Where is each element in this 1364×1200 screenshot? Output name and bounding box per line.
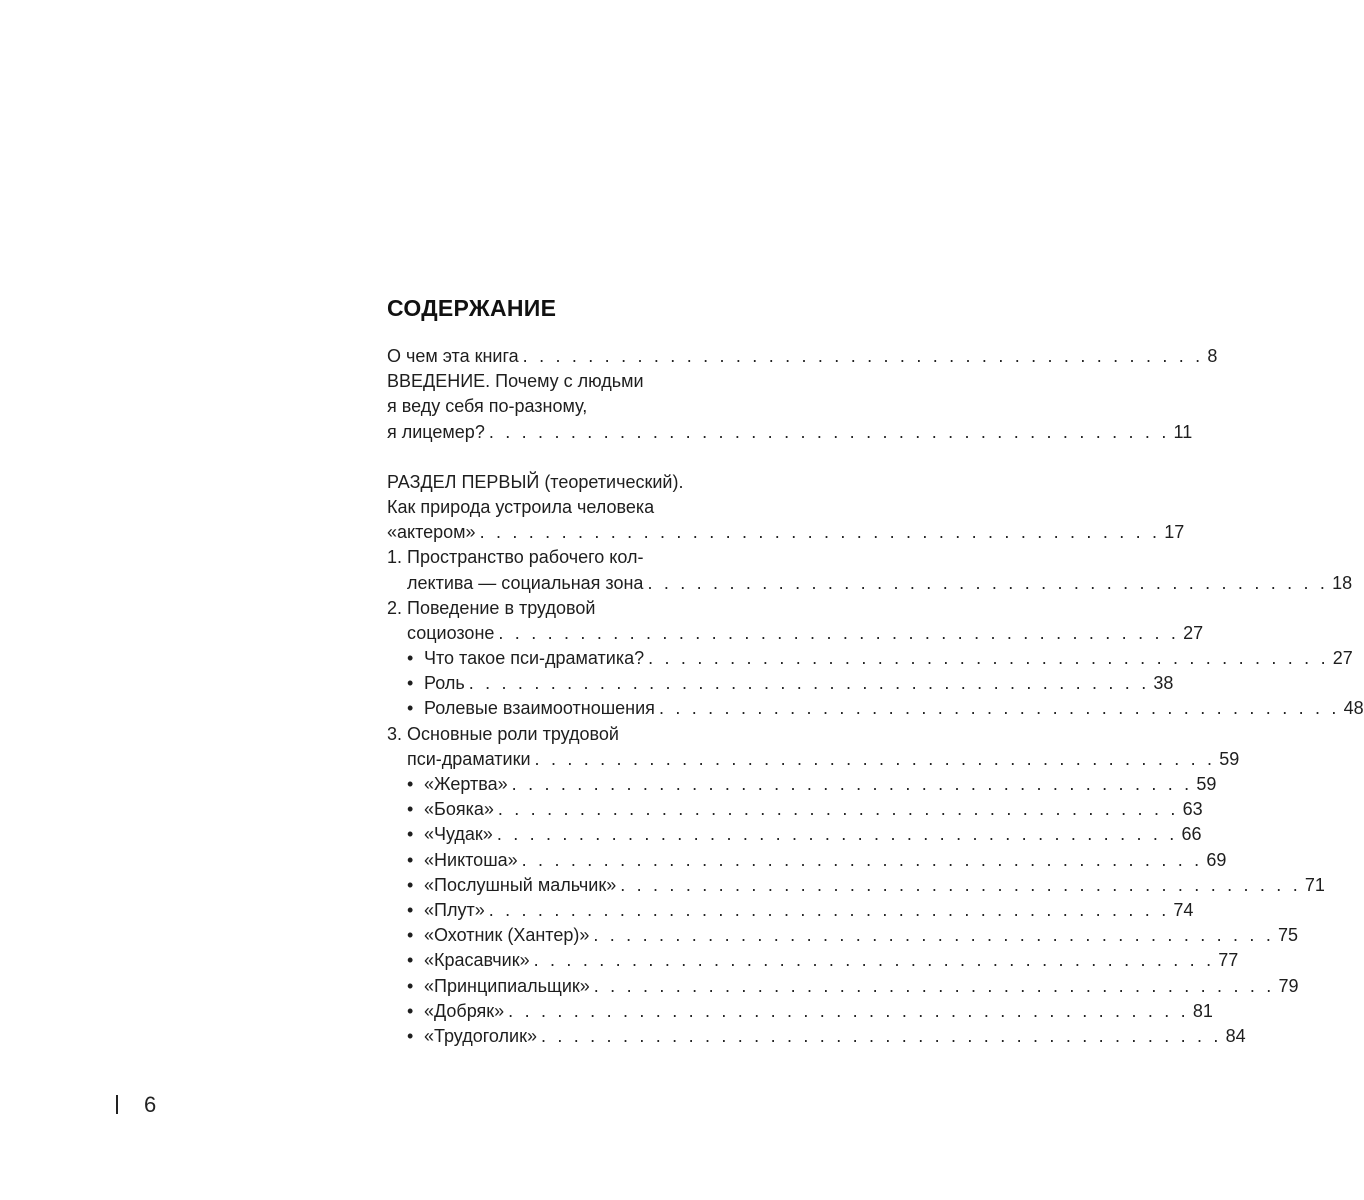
bullet-icon: • [407, 849, 414, 870]
leader-dots: . . . . . . . . . . . . . . . . . . . . . . . . . . . . . . . . . . . . . . . . . . [488, 421, 1170, 442]
toc-entry-text: «Трудоголик» [424, 1025, 537, 1046]
toc-entry-text: «Красавчик» [424, 950, 530, 971]
toc-page-number: 84 [1225, 1025, 1246, 1046]
toc-entry[interactable] [387, 369, 781, 394]
toc-entry-text: ВВЕДЕНИЕ. Почему с людьми [387, 371, 644, 392]
toc-subentry[interactable] [387, 923, 1299, 948]
bullet-icon: • [407, 899, 414, 920]
leader-dots: . . . . . . . . . . . . . . . . . . . . . . . . . . . . . . . . . . . . . . . . . . [620, 874, 1301, 895]
toc-page-number: 59 [1219, 748, 1240, 769]
toc-entry-continuation [387, 495, 781, 520]
leader-dots: . . . . . . . . . . . . . . . . . . . . . . . . . . . . . . . . . . . . . . . . . . [498, 622, 1180, 643]
toc-page-number: 69 [1206, 849, 1227, 870]
chapter-number: 2. [387, 597, 403, 618]
toc-subentry[interactable] [387, 696, 1364, 721]
toc-section[interactable] [387, 470, 781, 495]
folio-number: 6 [144, 1092, 157, 1117]
toc-entry-continuation[interactable] [387, 621, 1204, 646]
toc-subentry[interactable] [387, 646, 1353, 671]
toc-subentry[interactable] [387, 999, 1213, 1024]
toc-entry[interactable] [387, 344, 1218, 369]
toc-page-number: 75 [1278, 925, 1299, 946]
toc-page-number: 71 [1304, 874, 1325, 895]
bullet-icon: • [407, 874, 414, 895]
toc-chapter[interactable] [387, 545, 781, 570]
toc-entry-text: «Жертва» [424, 774, 508, 794]
toc-page-number: 18 [1332, 572, 1353, 593]
toc-entry-text: «Бояка» [424, 799, 494, 820]
toc-entry-text: Как природа устроила человека [387, 496, 655, 517]
toc-entry-text: «Плут» [424, 899, 485, 920]
toc-entry-text: «актером» [387, 522, 476, 543]
toc-subentry[interactable] [387, 772, 1217, 797]
leader-dots: . . . . . . . . . . . . . . . . . . . . . . . . . . . . . . . . . . . . . . . . . . [496, 824, 1178, 845]
bullet-icon: • [407, 925, 414, 946]
leader-dots: . . . . . . . . . . . . . . . . . . . . . . . . . . . . . . . . . . . . . . . . . . [511, 774, 1193, 794]
leader-dots: . . . . . . . . . . . . . . . . . . . . . . . . . . . . . . . . . . . . . . . . . . [540, 1025, 1222, 1046]
toc-page-number: 74 [1173, 899, 1194, 920]
leader-dots: . . . . . . . . . . . . . . . . . . . . . . . . . . . . . . . . . . . . . . . . . . [508, 1000, 1189, 1021]
bullet-icon: • [407, 774, 414, 794]
leader-dots: . . . . . . . . . . . . . . . . . . . . . . . . . . . . . . . . . . . . . . . . . . [497, 799, 1179, 820]
toc-page-number: 27 [1332, 648, 1353, 669]
toc-subentry[interactable] [387, 848, 1227, 873]
toc-subentry[interactable] [387, 948, 1239, 973]
bullet-icon: • [407, 975, 414, 996]
toc-page-number: 59 [1196, 774, 1217, 794]
toc-entry-text: пси-драматики [407, 748, 531, 769]
toc-entry-continuation [387, 394, 781, 419]
toc-page-number: 79 [1278, 975, 1299, 996]
leader-dots: . . . . . . . . . . . . . . . . . . . . . . . . . . . . . . . . . . . . . . . . . . [593, 925, 1275, 946]
toc-entry-continuation[interactable] [387, 520, 1185, 545]
leader-dots: . . . . . . . . . . . . . . . . . . . . . . . . . . . . . . . . . . . . . . . . . . [533, 950, 1215, 971]
leader-dots: . . . . . . . . . . . . . . . . . . . . . . . . . . . . . . . . . . . . . . . . . . [479, 522, 1161, 543]
leader-dots: . . . . . . . . . . . . . . . . . . . . . . . . . . . . . . . . . . . . . . . . . . [488, 899, 1170, 920]
toc-entry-continuation[interactable] [387, 747, 1240, 772]
toc-subentry[interactable] [387, 974, 1299, 999]
toc-entry-continuation[interactable] [387, 420, 1193, 445]
toc-entry-text: «Охотник (Хантер)» [424, 925, 590, 946]
toc-subentry[interactable] [387, 822, 1202, 847]
toc-subentry[interactable] [387, 873, 1325, 898]
toc-entry-text: О чем эта книга [387, 346, 519, 366]
toc-entry-continuation[interactable] [387, 571, 1353, 596]
toc-entry-text: РАЗДЕЛ ПЕРВЫЙ (теоретический). [387, 471, 684, 492]
leader-dots: . . . . . . . . . . . . . . . . . . . . . . . . . . . . . . . . . . . . . . . . . . [468, 673, 1150, 694]
toc-chapter[interactable] [387, 722, 781, 747]
bullet-icon: • [407, 950, 414, 971]
toc-entry-text: Роль [424, 673, 465, 694]
toc-page-number: 11 [1173, 421, 1193, 442]
toc-entry-text: «Принципиальщик» [424, 975, 590, 996]
toc-page-number: 81 [1192, 1000, 1213, 1021]
toc-entry-text: «Добряк» [424, 1000, 505, 1021]
toc-entry-text: Поведение в трудовой [407, 597, 596, 618]
leader-dots: . . . . . . . . . . . . . . . . . . . . . . . . . . . . . . . . . . . . . . . . . . [647, 572, 1329, 593]
leader-dots: . . . . . . . . . . . . . . . . . . . . . . . . . . . . . . . . . . . . . . . . . . [522, 346, 1204, 366]
chapter-number: 1. [387, 547, 403, 568]
toc-entry-text: я лицемер? [387, 421, 485, 442]
bullet-icon: • [407, 1000, 414, 1021]
toc-subentry[interactable] [387, 898, 1194, 923]
chapter-number: 3. [387, 723, 403, 744]
toc-page-number: 38 [1153, 673, 1174, 694]
leader-dots: . . . . . . . . . . . . . . . . . . . . . . . . . . . . . . . . . . . . . . . . . . [648, 648, 1329, 669]
toc-entry-text: «Послушный мальчик» [424, 874, 617, 895]
toc-page-number: 77 [1218, 950, 1239, 971]
toc-entry-text: «Чудак» [424, 824, 493, 845]
bullet-icon: • [407, 1025, 414, 1046]
page-folio [116, 1092, 156, 1118]
toc-entry-text: лектива — социальная зона [407, 572, 644, 593]
toc-page-number: 63 [1182, 799, 1203, 820]
toc-entry-text: Пространство рабочего кол- [407, 547, 644, 568]
leader-dots: . . . . . . . . . . . . . . . . . . . . . . . . . . . . . . . . . . . . . . . . . . [593, 975, 1275, 996]
toc-page-number: 17 [1164, 522, 1185, 543]
toc-page-number: 8 [1207, 346, 1218, 366]
leader-dots: . . . . . . . . . . . . . . . . . . . . . . . . . . . . . . . . . . . . . . . . . . [658, 698, 1340, 719]
leader-dots: . . . . . . . . . . . . . . . . . . . . . . . . . . . . . . . . . . . . . . . . . . [521, 849, 1203, 870]
toc-page-number: 27 [1183, 622, 1204, 643]
toc-page-number: 66 [1181, 824, 1202, 845]
bullet-icon: • [407, 824, 414, 845]
toc-entry-text: «Никтоша» [424, 849, 518, 870]
bullet-icon: • [407, 799, 414, 820]
bullet-icon: • [407, 698, 414, 719]
leader-dots: . . . . . . . . . . . . . . . . . . . . . . . . . . . . . . . . . . . . . . . . . . [534, 748, 1216, 769]
toc-subentry[interactable] [387, 797, 1203, 822]
toc-subentry[interactable] [387, 1024, 1246, 1049]
toc-entry-text: я веду себя по-разному, [387, 396, 588, 417]
toc-heading: СОДЕРЖАНИЕ [387, 295, 557, 321]
toc-entry-text: Ролевые взаимоотношения [424, 698, 655, 719]
toc-entry-text: социозоне [407, 622, 495, 643]
folio-rule [116, 1095, 118, 1114]
toc-entry-text: Что такое пси-драматика? [424, 648, 645, 669]
toc-entry-text: Основные роли трудовой [407, 723, 619, 744]
bullet-icon: • [407, 648, 414, 669]
toc-chapter[interactable] [387, 596, 781, 621]
toc-subentry[interactable] [387, 671, 1174, 696]
bullet-icon: • [407, 673, 414, 694]
toc-page-number: 48 [1343, 698, 1364, 719]
table-of-contents [387, 290, 1364, 1049]
